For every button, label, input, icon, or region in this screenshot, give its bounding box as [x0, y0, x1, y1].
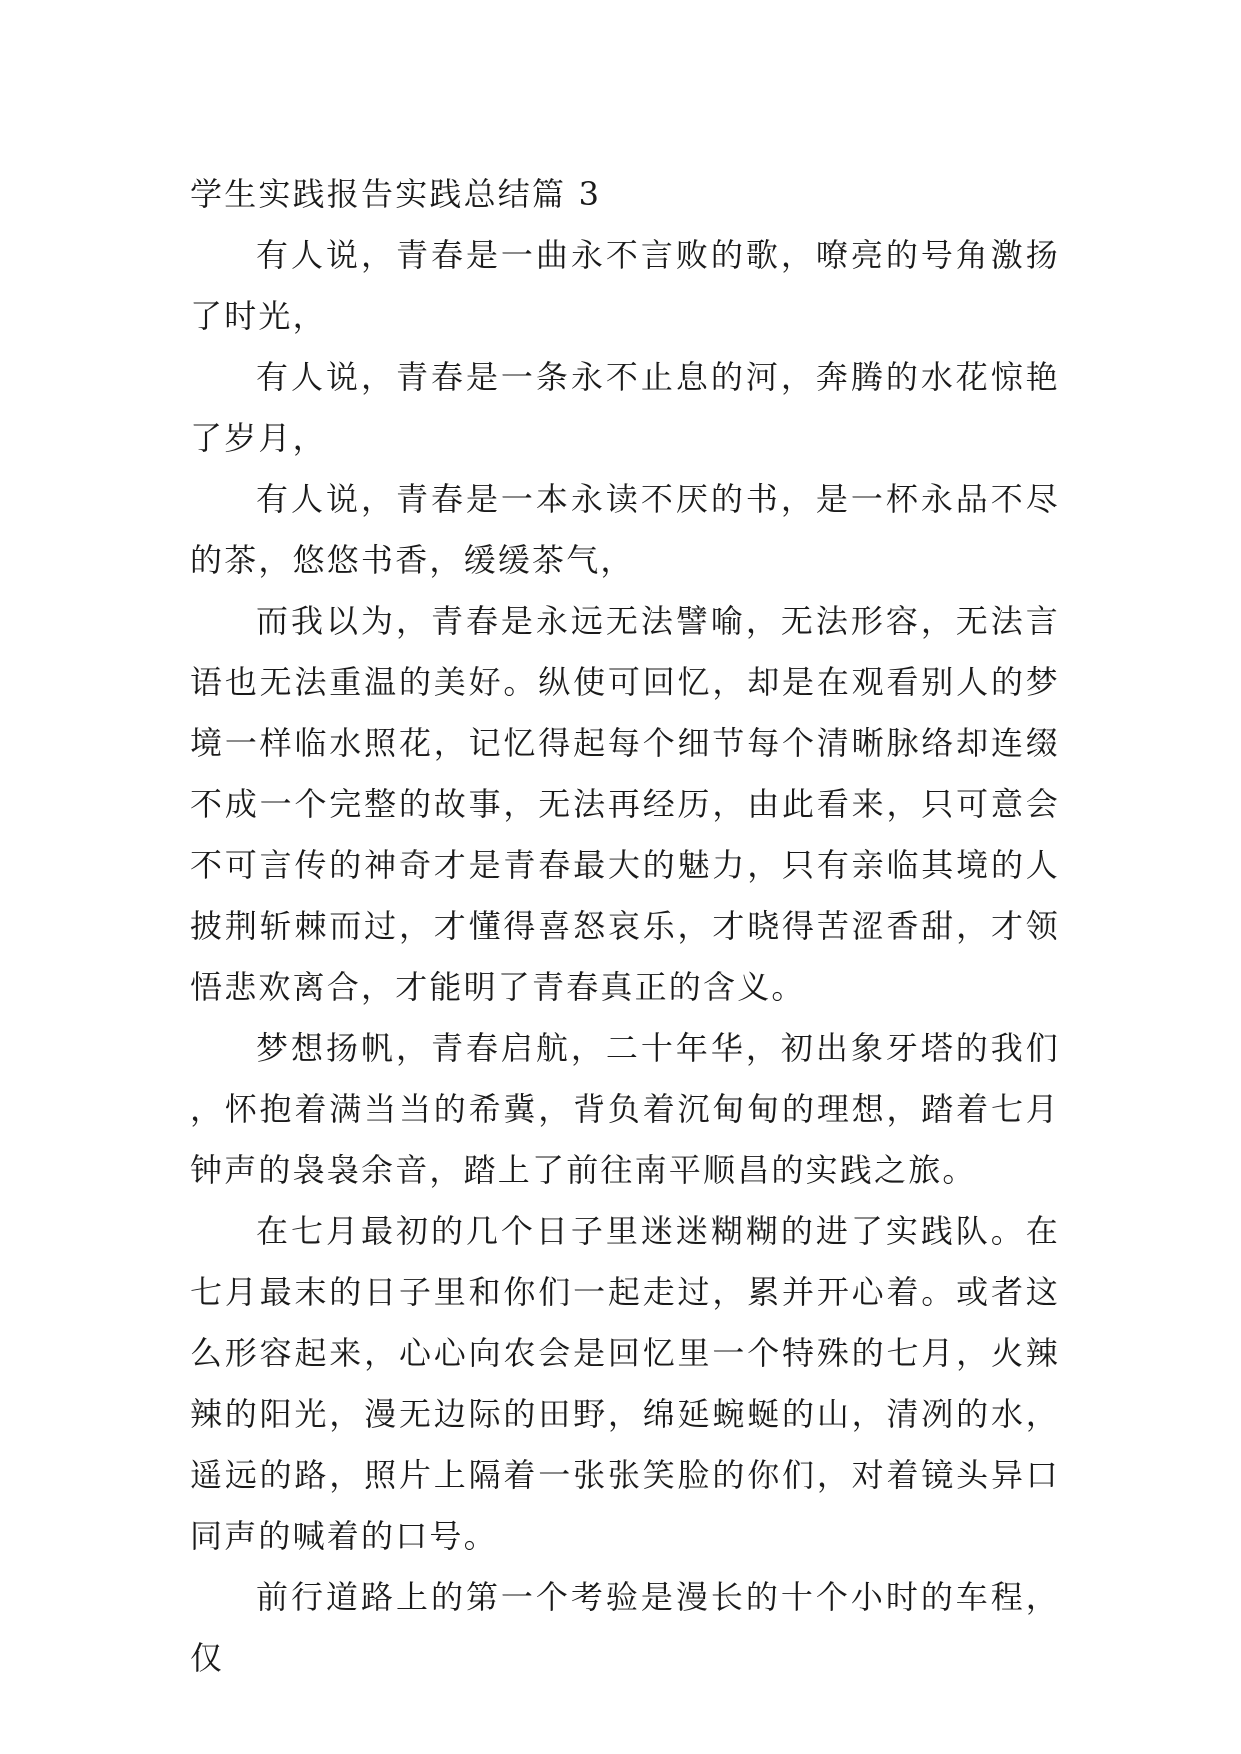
paragraph-2: 有人说，青春是一条永不止息的河，奔腾的水花惊艳了岁月，	[190, 358, 1060, 457]
paragraph-1: 有人说，青春是一曲永不言败的歌，嘹亮的号角激扬了时光，	[190, 236, 1060, 335]
paragraph-3: 有人说，青春是一本永读不厌的书，是一杯永品不尽的茶，悠悠书香，缓缓茶气，	[190, 480, 1060, 579]
paragraph-5: 梦想扬帆，青春启航，二十年华，初出象牙塔的我们，怀抱着满当当的希冀，背负着沉甸甸的理想，踏着七月钟声的袅袅余音，踏上了前往南平顺昌的实践之旅。	[190, 1029, 1060, 1189]
paragraph-4: 而我以为，青春是永远无法譬喻，无法形容，无法言语也无法重温的美好。纵使可回忆，却是在观看别人的梦境一样临水照花，记忆得起每个细节每个清晰脉络却连缀不成一个完整的故事，无法再经历，由此看来，只可意会不可言传的神奇才是青春最大的魅力，只有亲临其境的人披荆斩棘而过，才懂得喜怒哀乐，才晓得苦涩香甜，才领悟悲欢离合，才能明了青春真正的含义。	[190, 602, 1060, 1006]
paragraph-7: 前行道路上的第一个考验是漫长的十个小时的车程，仅	[190, 1578, 1060, 1677]
paragraph-6: 在七月最初的几个日子里迷迷糊糊的进了实践队。在七月最末的日子里和你们一起走过，累并开心着。或者这么形容起来，心心向农会是回忆里一个特殊的七月，火辣辣的阳光，漫无边际的田野，绵延蜿蜒的山，清冽的水，遥远的路，照片上隔着一张张笑脸的你们，对着镜头异口同声的喊着的口号。	[190, 1212, 1060, 1555]
document-title: 学生实践报告实践总结篇 3	[190, 175, 602, 213]
document-body	[190, 164, 1060, 1689]
